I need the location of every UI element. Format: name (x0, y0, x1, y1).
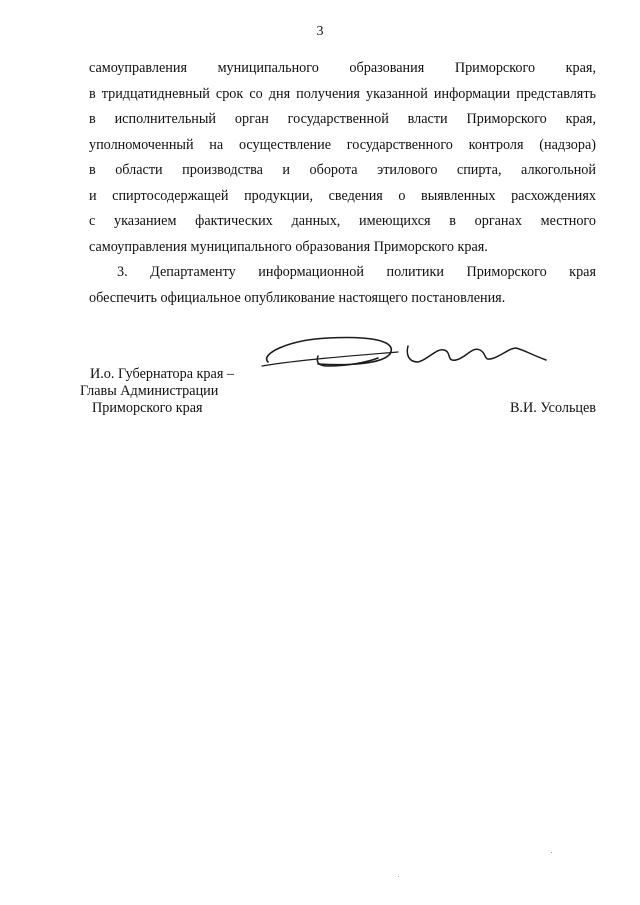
text-line: обеспечить официальное опубликование настоящего постановления. (89, 289, 506, 306)
text-line: самоуправления муниципального образования Приморского края, (89, 60, 596, 76)
paragraph-1 (89, 56, 596, 260)
text-line: уполномоченный на осуществление государственного контроля (надзора) (89, 136, 596, 153)
paragraph-2 (89, 260, 596, 311)
text-line: 3. Департаменту информационной политики Приморского края (117, 264, 596, 280)
text-line: и спиртосодержащей продукции, сведения о выявленных расхождениях (89, 187, 596, 204)
text-line: самоуправления муниципального образования Приморского края. (89, 238, 488, 255)
signatory-title-line: Главы Администрации (80, 383, 219, 399)
text-line: с указанием фактических данных, имеющихся в органах местного (89, 213, 596, 229)
text-line: в тридцатидневный срок со дня получения указанной информации представлять (89, 85, 596, 102)
signatory-title-line: И.о. Губернатора края – (90, 366, 234, 382)
document-body (89, 56, 596, 311)
page-number: 3 (316, 24, 324, 39)
signatory-title-line: Приморского края (92, 400, 203, 416)
text-line: в исполнительный орган государственной власти Приморского края, (89, 111, 596, 127)
text-line: в области производства и оборота этилового спирта, алкогольной (89, 162, 596, 178)
scan-speck (398, 876, 399, 877)
scan-speck (551, 852, 552, 853)
signatory-name: В.И. Усольцев (509, 400, 596, 416)
